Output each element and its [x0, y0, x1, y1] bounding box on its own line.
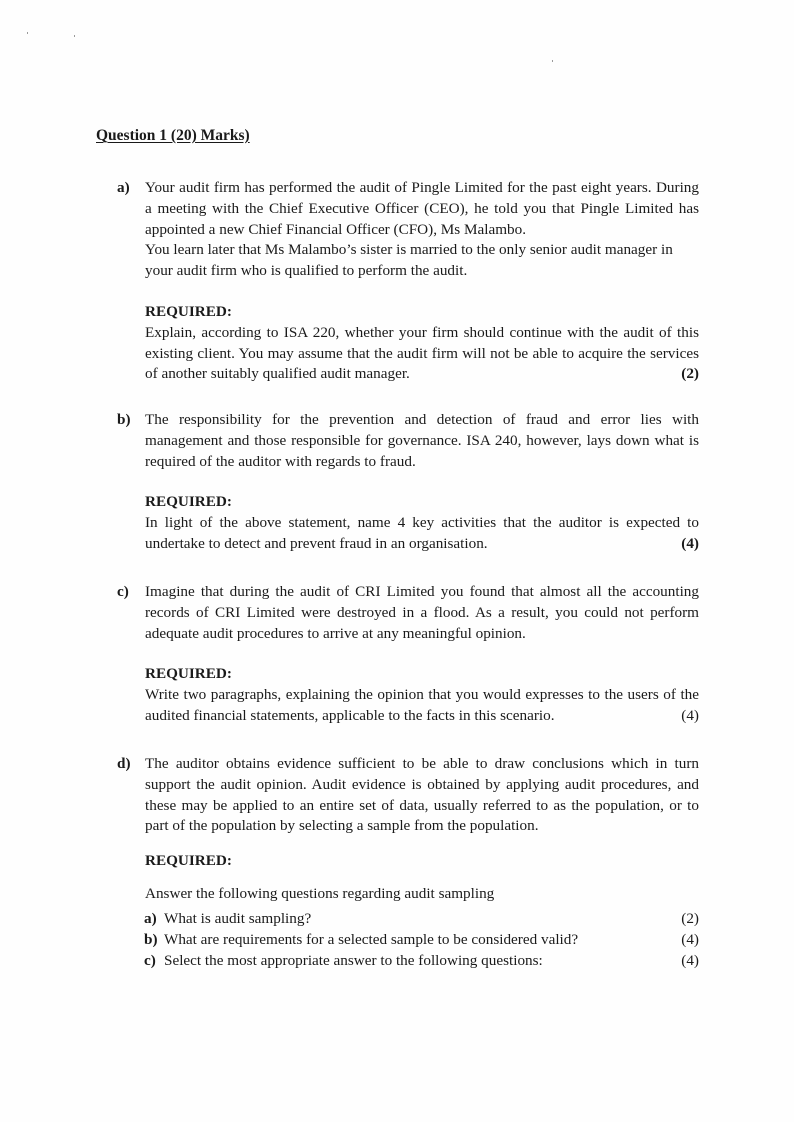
- sub-question-text: What are requirements for a selected sample to be considered valid?: [164, 931, 579, 948]
- question-text: The responsibility for the prevention and detection of fraud and error lies with management and those responsible for governance. ISA 240, however, lays down what is required of the auditor with regards to fraud.: [145, 411, 699, 470]
- sub-question-label: a): [144, 910, 157, 927]
- required-heading: REQUIRED:: [145, 665, 232, 683]
- scan-speck: [552, 60, 553, 62]
- sampling-intro: Answer the following questions regarding audit sampling: [145, 884, 495, 902]
- required-heading: REQUIRED:: [145, 852, 232, 870]
- marks: (4): [681, 706, 699, 724]
- question-text: You learn later that Ms Malambo’s sister is married to the only senior audit manager in your audit firm who is qualified to perform the audit.: [145, 241, 673, 280]
- sub-question-marks: (4): [681, 931, 699, 948]
- scan-speck: [27, 32, 28, 34]
- marks: (2): [681, 365, 699, 383]
- sub-question-text: Select the most appropriate answer to the following questions:: [164, 952, 543, 969]
- question-label: d): [117, 755, 131, 772]
- question-text: Imagine that during the audit of CRI Limited you found that almost all the accounting records of CRI Limited were destroyed in a flood. As a result, you could not perform adequate audit procedures to arrive at any meaningful opinion.: [145, 583, 699, 642]
- scan-speck: [74, 35, 75, 37]
- marks: (4): [681, 534, 699, 552]
- question-d: [117, 754, 699, 905]
- sub-question-text: What is audit sampling?: [164, 910, 312, 927]
- sub-question: [144, 950, 699, 971]
- question-a: [117, 178, 699, 385]
- sub-question: [144, 908, 699, 929]
- question-b: [117, 410, 699, 555]
- required-heading: REQUIRED:: [145, 302, 232, 320]
- required-heading: REQUIRED:: [145, 493, 232, 511]
- required-text: Explain, according to ISA 220, whether your firm should continue with the audit of this existing client. You may assume that the audit firm will not be able to acquire the services of another suitably qualified audit manager. (2): [145, 323, 699, 385]
- question-text: Your audit firm has performed the audit of Pingle Limited for the past eight years. During a meeting with the Chief Executive Officer (CEO), he told you that Pingle Limited has appointed a new Chief Financial Officer (CFO), Ms Malambo.: [145, 179, 699, 238]
- sub-question-label: c): [144, 952, 156, 969]
- sub-question-marks: (4): [681, 952, 699, 969]
- sub-question: [144, 929, 699, 950]
- sampling-sub-questions: [144, 908, 699, 971]
- question-label: a): [117, 179, 130, 196]
- question-title: Question 1 (20) Marks): [96, 127, 250, 144]
- required-text: Write two paragraphs, explaining the opinion that you would expresses to the users of the audited financial statements, applicable to the facts in this scenario. (4): [145, 685, 699, 727]
- required-text: In light of the above statement, name 4 key activities that the auditor is expected to undertake to detect and prevent fraud in an organisation. (4): [145, 513, 699, 555]
- sub-question-label: b): [144, 931, 158, 948]
- question-c: [117, 582, 699, 727]
- question-label: c): [117, 583, 129, 600]
- question-label: b): [117, 411, 131, 428]
- sub-question-marks: (2): [681, 910, 699, 927]
- question-text: The auditor obtains evidence sufficient to be able to draw conclusions which in turn support the audit opinion. Audit evidence is obtained by applying audit procedures, and these may be applied to an entire set of data, usually referred to as the population, or to part of the population by selecting a sample from the population.: [145, 755, 699, 835]
